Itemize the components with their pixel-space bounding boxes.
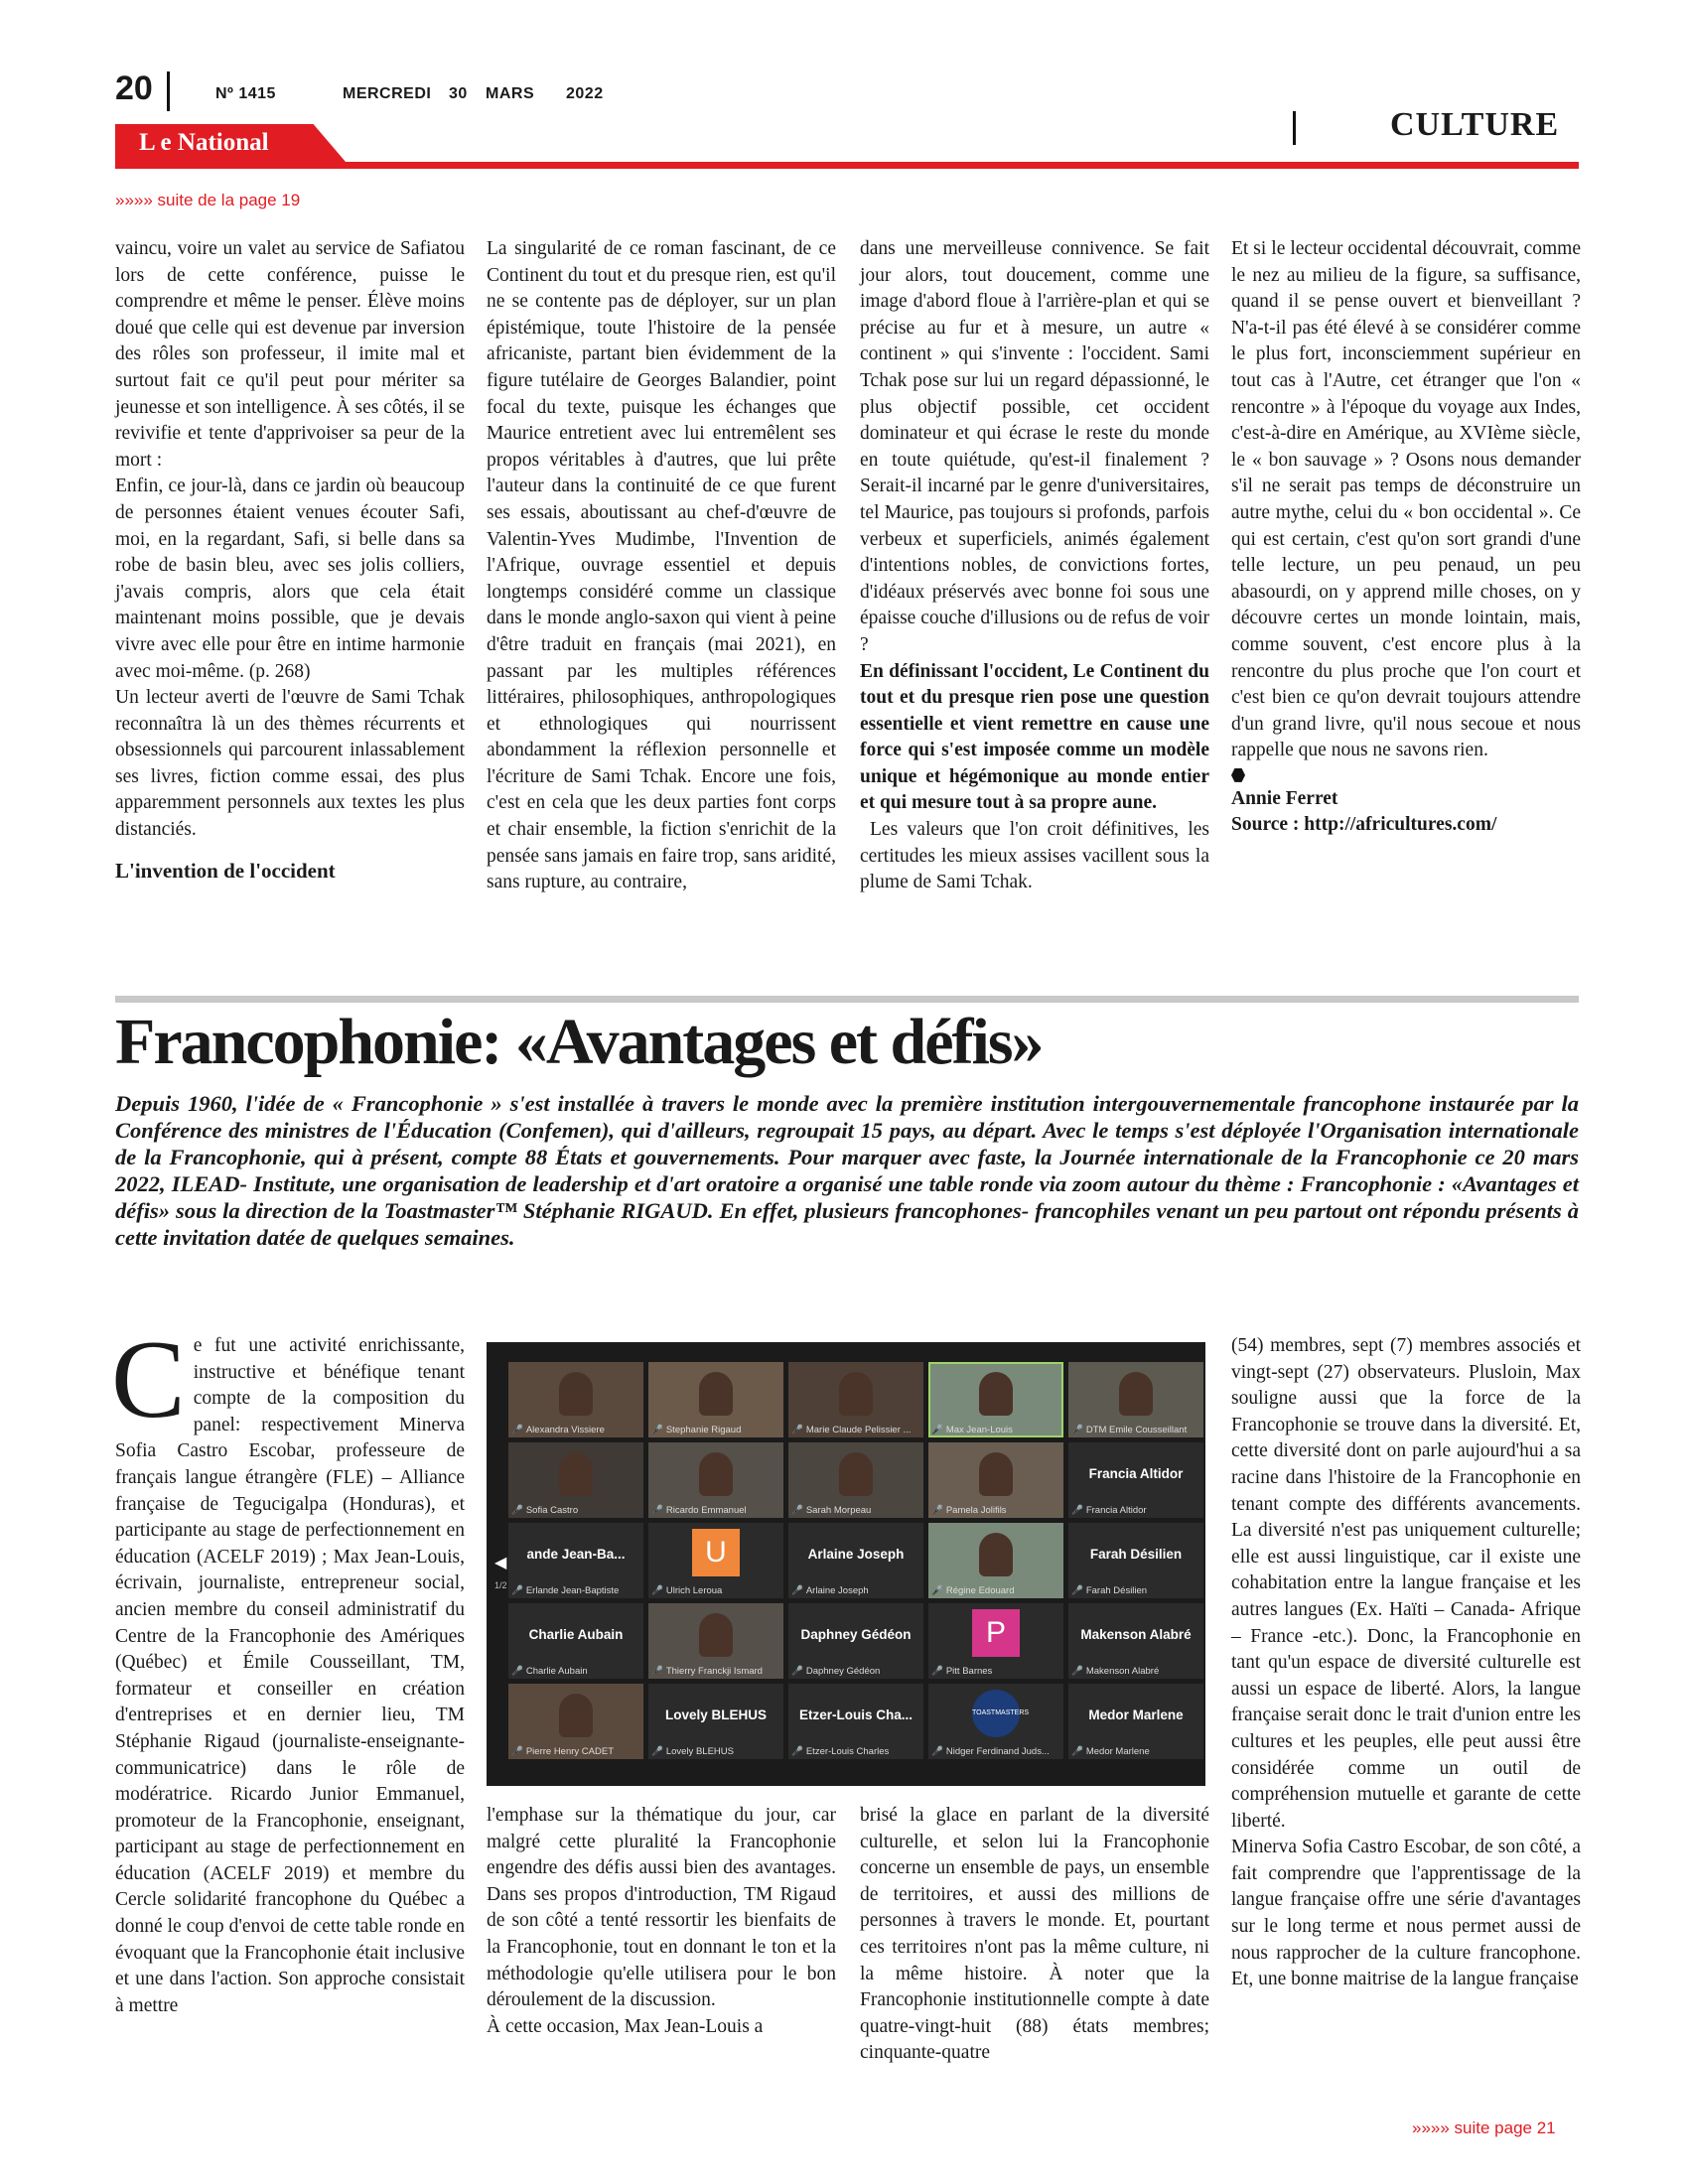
paragraph: Un lecteur averti de l'œuvre de Sami Tchak reconnaîtra là un des thèmes récurrents et obsessionnels qui parcourent inlassablement ses livres, fiction comme essai, des plus apparemment personnels aux textes les plus distanciés. [115, 687, 465, 841]
subheading: L'invention de l'occident [115, 858, 336, 883]
participant-caption-text: Stephanie Rigaud [665, 1425, 742, 1435]
participant-caption-text: Etzer-Louis Charles [805, 1746, 890, 1757]
participant-caption [931, 1585, 1015, 1596]
participant-caption-text: Sofia Castro [525, 1505, 579, 1516]
author-name: Annie Ferret [1231, 787, 1338, 809]
muted-mic-icon: 🎤 [511, 1585, 523, 1596]
participant-tile[interactable] [1068, 1684, 1203, 1759]
participant-caption [511, 1505, 578, 1516]
participant-tile[interactable] [648, 1362, 783, 1437]
paragraph: La singularité de ce roman fascinant, de ce Continent du tout et du presque rien, est qu'il ne se contente pas de déployer, sur un plan épistémique, toute l'histoire de la pensée africaniste, partant bien évidemment de la figure tutélaire de Georges Balandier, point focal du texte, puisque les échanges que Maurice entretient avec lui entremêlent ses propos véritables à d'autres, que lui prête l'auteur dans la continuité de ce que furent ses essais, aboutissant au chef-d'œuvre de Valentin-Yves Mudimbe, l'Invention de l'Afrique, ouvrage essentiel et depuis longtemps considéré comme un classique dans le monde anglo-saxon qui vient à peine d'être traduit en français (mai 2021), en passant par les multiples références littéraires, philosophiques, anthropologiques et ethnologiques qui nourrissent abondamment la réflexion personnelle et l'écriture de Sami Tchak. Encore une fois, c'est en cela que les deux parties font corps et chair ensemble, la fiction s'enrichit de la pensée sans jamais en faire trop, sans aridité, sans rupture, au contraire, [487, 238, 836, 893]
participant-caption [651, 1746, 734, 1757]
participant-caption-text: Régine Edouard [945, 1585, 1015, 1596]
participant-tile[interactable] [1068, 1442, 1203, 1518]
participant-tile[interactable] [1068, 1362, 1203, 1437]
paragraph-bold: En définissant l'occident, Le Continent du tout et du presque rien pose une question essentielle et vient remettre en cause une force qui s'est imposée comme un modèle unique et hégémonique au monde entier et qui mesure tout à sa propre aune. [860, 660, 1209, 814]
participant-video [699, 1452, 733, 1496]
participant-video [1119, 1372, 1153, 1416]
participant-caption [931, 1425, 1013, 1435]
issue-year: 2022 [566, 85, 604, 102]
muted-mic-icon: 🎤 [931, 1425, 943, 1435]
headline: Francophonie: «Avantages et défis» [115, 1006, 1043, 1078]
paragraph: Et si le lecteur occidental découvrait, comme le nez au milieu de la figure, sa suffisance, quand il se pense ouvert et bienveillant ? N'a-t-il pas été élevé à se considérer comme le plus fort, inconsciemment supérieur en tout cas à l'Autre, cet étranger que l'on « rencontre » à l'époque du voyage aux Indes, c'est-à-dire en Amérique, au XVIème siècle, le « bon sauvage » ? Osons nous demander s'il ne serait pas temps de déconstruire un autre mythe, celui du « bon occidental ». Ce qui est certain, c'est qu'on sort grandi d'une telle lecture, un peu penaud, un peu abasourdi, on y apprend mille choses, on y découvre certes un monde lointain, mais, comme souvent, c'est encore plus à la rencontre du plus proche que l'on court et c'est bien ce qu'on devrait toujours attendre d'un grand livre, qu'il nous secoue et nous rappelle que nous ne savons rien. [1231, 238, 1581, 761]
participant-caption-text: Thierry Franckji Ismard [665, 1666, 763, 1677]
muted-mic-icon: 🎤 [791, 1746, 803, 1757]
participant-name-display: Medor Marlene [1088, 1707, 1184, 1722]
muted-mic-icon: 🎤 [511, 1505, 523, 1516]
paragraph: Minerva Sofia Castro Escobar, de son côté, a fait comprendre que l'apprentissage de la langue française offre une série d'avantages sur le long terme et nous permet aussi de nous rapprocher de la culture francophone. Et, une bonne maitrise de la langue française [1231, 1837, 1581, 1990]
continued-to-link[interactable]: »»»» suite page 21 [1412, 2118, 1556, 2137]
participant-name-display: Arlaine Joseph [807, 1547, 905, 1562]
muted-mic-icon: 🎤 [1071, 1666, 1083, 1677]
participant-tile[interactable] [788, 1442, 923, 1518]
issue-weekday: MERCREDI [343, 85, 432, 102]
muted-mic-icon: 🎤 [931, 1746, 943, 1757]
participant-caption [791, 1585, 869, 1596]
participant-caption [651, 1505, 747, 1516]
participant-tile[interactable] [1068, 1603, 1203, 1679]
participant-caption-text: Ulrich Leroua [665, 1585, 723, 1596]
section-divider [1293, 111, 1296, 145]
muted-mic-icon: 🎤 [651, 1666, 663, 1677]
participant-tile[interactable] [788, 1362, 923, 1437]
participant-tile[interactable] [648, 1442, 783, 1518]
participant-name-display: ande Jean-Ba... [526, 1547, 626, 1562]
participant-caption [791, 1746, 889, 1757]
muted-mic-icon: 🎤 [791, 1585, 803, 1596]
participant-caption [511, 1585, 619, 1596]
participant-video [979, 1452, 1013, 1496]
muted-mic-icon: 🎤 [651, 1505, 663, 1516]
muted-mic-icon: 🎤 [1071, 1425, 1083, 1435]
main-article-column-1 [111, 1318, 465, 2019]
participant-caption [1071, 1666, 1159, 1677]
participant-caption-text: Arlaine Joseph [805, 1585, 869, 1596]
participant-caption-text: Pitt Barnes [945, 1666, 993, 1677]
participant-caption-text: Lovely BLEHUS [665, 1746, 734, 1757]
muted-mic-icon: 🎤 [651, 1425, 663, 1435]
main-article-column-4 [1231, 1333, 1581, 1993]
participant-tile[interactable] [928, 1362, 1063, 1437]
participant-caption-text: Erlande Jean-Baptiste [525, 1585, 620, 1596]
issue-number: Nº 1415 [215, 85, 276, 102]
participant-video [559, 1694, 593, 1737]
participant-caption-text: Max Jean-Louis [945, 1425, 1013, 1435]
participant-caption [1071, 1585, 1147, 1596]
muted-mic-icon: 🎤 [791, 1666, 803, 1677]
participant-video [559, 1452, 593, 1496]
muted-mic-icon: 🎤 [511, 1425, 523, 1435]
participant-caption [791, 1425, 911, 1435]
participant-name-display: Daphney Gédéon [800, 1627, 912, 1642]
participant-name-display: Etzer-Louis Cha... [798, 1707, 913, 1722]
participant-tile[interactable] [648, 1603, 783, 1679]
participant-tile[interactable] [508, 1362, 643, 1437]
participant-caption-text: Sarah Morpeau [805, 1505, 872, 1516]
participant-caption [1071, 1746, 1150, 1757]
paragraph: dans une merveilleuse connivence. Se fait jour alors, tout doucement, comme une image d'abord floue à l'arrière-plan et qui se précise au fur et à mesure, un autre « continent » qui s'invente : l'occident. Sami Tchak pose sur lui un regard dépassionné, le plus objectif possible, cet occident dominateur et qui écrase le reste du monde en toute quiétude, qu'est-il finalement ? Serait-il incarné par le genre d'universitaires, tel Maurice, pas toujours si profonds, parfois verbeux et superficiels, animés également d'intentions nobles, de convictions fortes, d'idéaux préservés avec bonne foi sous une épaisse couche d'illusions ou de refus de voir ? [860, 238, 1209, 655]
paragraph: vaincu, voire un valet au service de Safiatou lors de cette conférence, puisse le comprendre et même le penser. Élève moins doué que celle qui est devenue par inversion des rôles son professeur, il imite mal et surtout fait ce qu'il peut pour mériter sa jeunesse et son intelligence. À ses côtés, il se revivifie et tente d'apprivoiser sa peur de la mort : [115, 238, 465, 471]
participant-tile[interactable] [648, 1684, 783, 1759]
participant-caption-text: Charlie Aubain [525, 1666, 588, 1677]
paragraph: l'emphase sur la thématique du jour, car malgré cette pluralité la Francophonie engendre des défis aussi bien des avantages. Dans ses propos d'introduction, TM Rigaud de son côté a tenté ressortir les bienfaits de la Francophonie, tout en donnant le ton et la méthodologie qu'elle utilisera pour le bon déroulement de la discussion. [487, 1805, 836, 2011]
participant-avatar: P [972, 1609, 1020, 1657]
participant-caption-text: Pamela Jolifils [945, 1505, 1007, 1516]
end-mark-icon [1231, 768, 1245, 782]
drop-cap: C [111, 1318, 186, 1441]
participant-tile[interactable] [788, 1523, 923, 1598]
participant-video [559, 1372, 593, 1416]
muted-mic-icon: 🎤 [931, 1585, 943, 1596]
participant-caption [791, 1505, 871, 1516]
participant-tile[interactable] [648, 1523, 783, 1598]
chevron-left-icon: ◀ [494, 1553, 507, 1571]
participant-caption-text: Medor Marlene [1085, 1746, 1150, 1757]
participant-name-display: Lovely BLEHUS [664, 1707, 768, 1722]
participant-video [839, 1372, 873, 1416]
participant-tile[interactable] [928, 1603, 1063, 1679]
participant-caption-text: Farah Désilien [1085, 1585, 1148, 1596]
top-article-column-2 [487, 236, 836, 896]
page-indicator-left: 1/2 [494, 1580, 507, 1590]
lede: Depuis 1960, l'idée de « Francophonie » s'est installée à travers le monde avec la première institution intergouvernementale francophone instaurée par la Conférence des ministres de l'Éducation (Confemen), qui d'ailleurs, regroupait 15 pays, au départ. Avec le temps s'est déployée l'Organisation internationale de la Francophonie, qui à présent, compte 88 États et gouvernements. Pour marquer avec faste, la Journée internationale de la Francophonie ce 20 mars 2022, ILEAD- Institute, une organisation de leadership et d'art oratoire a organisé une table ronde via zoom autour du thème : Francophonie : «Avantages et défis» sous la direction de la Toastmaster™ Stéphanie RIGAUD. En effet, plusieurs francophones- francophiles venant un peu partout ont répondu présents à cette invitation datée de quelques semaines. [115, 1091, 1579, 1250]
participant-tile[interactable] [788, 1684, 923, 1759]
main-article-column-2 [487, 1803, 836, 2040]
paragraph: brisé la glace en parlant de la diversité culturelle, et selon lui la Francophonie concerne un ensemble de pays, un ensemble de territoires, et aussi des millions de personnes à travers le monde. Et, pourtant ces territoires n'ont pas la même culture, ni la même histoire. À noter que la Francophonie institutionnelle compte à date quatre-vingt-huit (88) états membres; cinquante-quatre [860, 1805, 1209, 2064]
issue-day: 30 [449, 85, 468, 102]
participant-tile[interactable] [1068, 1523, 1203, 1598]
zoom-meeting-screenshot [487, 1342, 1205, 1786]
participant-caption [931, 1746, 1050, 1757]
muted-mic-icon: 🎤 [1071, 1505, 1083, 1516]
participant-caption [511, 1666, 588, 1677]
muted-mic-icon: 🎤 [651, 1746, 663, 1757]
main-article-column-3 [860, 1803, 1209, 2067]
participant-caption-text: Daphney Gédéon [805, 1666, 881, 1677]
participant-video [699, 1613, 733, 1657]
participant-tile[interactable] [508, 1442, 643, 1518]
paragraph: (54) membres, sept (7) membres associés et vingt-sept (27) observateurs. Plusloin, Max souligne aussi que la force de la Francophonie se trouve dans la diversité. Et, cette diversité dont on parle aujourd'hui a sa racine dans l'histoire de la Francophonie en tenant compte des différents avancements. La diversité n'est pas uniquement culturelle; elle est aussi linguistique, car il existe une cohabitation entre la langue française et les autres langues (Ex. Haïti – Canada- Afrique – France -etc.). Donc, la Francophonie en tant qu'un espace de diversité culturelle est aussi un espace de liberté. Alors, la langue française serait donc le trait d'union entre les cultures et les peuples, elle peut aussi être considérée comme un outil de compréhension mutuelle et garante de cette liberté. [1231, 1335, 1581, 1832]
source-link[interactable]: Source : http://africultures.com/ [1231, 814, 1497, 836]
page-number: 20 [115, 69, 153, 107]
participant-caption [651, 1666, 763, 1677]
participant-caption [931, 1505, 1007, 1516]
participant-name-display: Charlie Aubain [528, 1627, 624, 1642]
toastmasters-logo-icon: TOASTMASTERS [972, 1690, 1020, 1737]
participant-caption-text: Ricardo Emmanuel [665, 1505, 747, 1516]
paragraph: À cette occasion, Max Jean-Louis a [487, 2015, 764, 2037]
participant-tile[interactable] [788, 1603, 923, 1679]
participant-caption [511, 1746, 614, 1757]
participant-caption [791, 1666, 880, 1677]
participant-tile[interactable] [928, 1684, 1063, 1759]
participant-caption [1071, 1425, 1187, 1435]
masthead-title: L e National [139, 129, 269, 156]
participant-tile[interactable] [928, 1523, 1063, 1598]
paragraph: Enfin, ce jour-là, dans ce jardin où beaucoup de personnes étaient venues écouter Safi, moi, en la regardant, Safi, si belle dans sa robe de basin bleu, avec ses jolis colliers, j'avais compris, alors que cela était maintenant moins possible, que je devais vivre avec elle pour être en intime harmonie avec moi-même. (p. 268) [115, 476, 465, 682]
participant-caption-text: Makenson Alabré [1085, 1666, 1160, 1677]
participant-avatar: U [692, 1529, 740, 1576]
muted-mic-icon: 🎤 [791, 1425, 803, 1435]
participant-tile[interactable] [508, 1603, 643, 1679]
participant-caption-text: Nidger Ferdinand Juds... [945, 1746, 1050, 1757]
muted-mic-icon: 🎤 [1071, 1746, 1083, 1757]
muted-mic-icon: 🎤 [511, 1666, 523, 1677]
participant-caption [651, 1425, 741, 1435]
participant-caption [931, 1666, 992, 1677]
muted-mic-icon: 🎤 [931, 1505, 943, 1516]
participant-caption-text: Francia Altidor [1085, 1505, 1147, 1516]
header-rule [115, 162, 1579, 169]
page-number-divider [167, 71, 170, 111]
participant-caption [651, 1585, 722, 1596]
paragraph: Les valeurs que l'on croit définitives, les certitudes les mieux assises vacillent sous la plume de Sami Tchak. [860, 819, 1209, 893]
participant-video [979, 1533, 1013, 1576]
participant-tile[interactable] [508, 1523, 643, 1598]
participant-caption [511, 1425, 605, 1435]
top-article-column-3 [860, 236, 1209, 896]
top-article-column-4 [1231, 236, 1581, 839]
section-title: CULTURE [1390, 106, 1560, 143]
muted-mic-icon: 🎤 [511, 1746, 523, 1757]
participant-caption-text: Alexandra Vissiere [525, 1425, 605, 1435]
continued-from-link[interactable]: »»»» suite de la page 19 [115, 191, 301, 209]
participant-tile[interactable] [928, 1442, 1063, 1518]
muted-mic-icon: 🎤 [1071, 1585, 1083, 1596]
participant-tile[interactable] [508, 1684, 643, 1759]
participant-video [839, 1452, 873, 1496]
muted-mic-icon: 🎤 [791, 1505, 803, 1516]
issue-month: MARS [486, 85, 535, 102]
participant-name-display: Farah Désilien [1089, 1547, 1183, 1562]
participant-video [979, 1372, 1013, 1416]
top-article-column-1 [115, 236, 465, 884]
participant-video [699, 1372, 733, 1416]
article-separator [115, 996, 1579, 1003]
participant-name-display: Makenson Alabré [1080, 1627, 1192, 1642]
muted-mic-icon: 🎤 [931, 1666, 943, 1677]
participant-caption-text: Marie Claude Pelissier ... [805, 1425, 912, 1435]
participant-caption-text: Pierre Henry CADET [525, 1746, 615, 1757]
muted-mic-icon: 🎤 [651, 1585, 663, 1596]
participant-caption [1071, 1505, 1147, 1516]
participant-caption-text: DTM Emile Cousseillant [1085, 1425, 1188, 1435]
paragraph: e fut une activité enrichissante, instructive et bénéfique tenant compte de la composition du panel: respectivement Minerva Sofia Castro Escobar, professeure de français langue étrangère (FLE) – Alliance française de Tegucigalpa (Honduras), et participante au stage de perfectionnement en éducation (ACELF 2019) ; Max Jean-Louis, écrivain, journaliste, entrepreneur social, ancien membre du conseil administratif du Centre de la Francophonie des Amériques (Québec) et Émile Cousseillant, TM, formateur et conseiller en création d'entreprises et en dernier lieu, TM Stéphanie Rigaud (journaliste-enseignante-communicatrice) dans le rôle de modératrice. Ricardo Junior Emmanuel, promoteur de la Francophonie, enseignant, participant au stage de perfectionnement en éducation (ACELF 2019) et membre du Cercle solidarité francophone du Québec a donné le coup d'envoi de cette table ronde en évoquant que la Francophonie était inclusive et une dans l'action. Son approche consistait à mettre [115, 1335, 465, 2016]
participant-name-display: Francia Altidor [1088, 1466, 1184, 1481]
